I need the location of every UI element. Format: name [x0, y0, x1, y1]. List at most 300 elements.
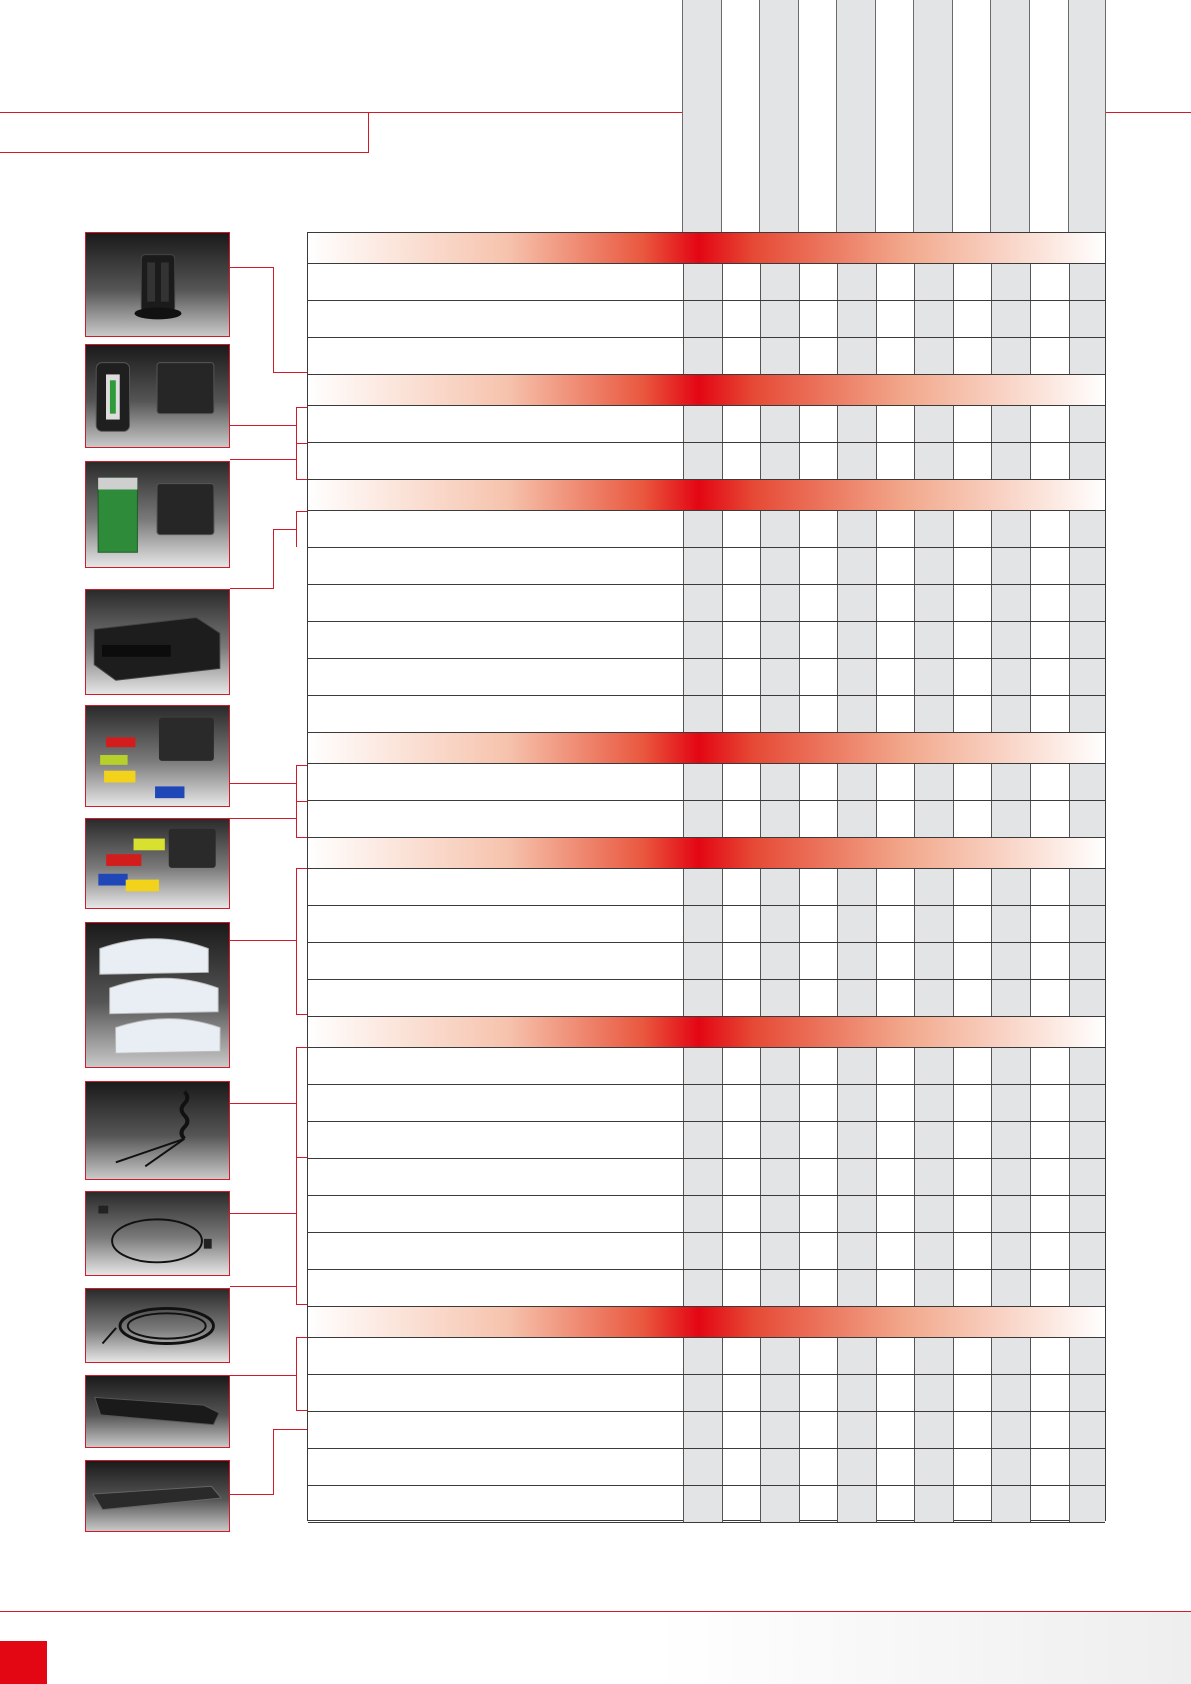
table-cell: [837, 1338, 876, 1374]
table-cell: [1069, 338, 1105, 374]
table-cell: [722, 548, 760, 584]
table-cell: [991, 906, 1030, 942]
table-cell: [760, 1338, 799, 1374]
table-cell: [760, 1375, 799, 1411]
table-cell: [953, 1449, 991, 1485]
table-cell: [760, 1159, 799, 1195]
table-row: [308, 1196, 1105, 1233]
table-cell: [760, 659, 799, 695]
table-cell: [760, 1122, 799, 1158]
table-row: [308, 980, 1105, 1017]
table-cell: [1030, 338, 1069, 374]
table-cell: [722, 585, 760, 621]
table-cell: [837, 659, 876, 695]
table-cell: [1069, 696, 1105, 732]
column-header-label: [913, 10, 952, 210]
table-cell: [991, 585, 1030, 621]
table-cell: [837, 906, 876, 942]
color-filter-set-icon: [86, 819, 229, 908]
table-row: [308, 622, 1105, 659]
table-row: [308, 301, 1105, 338]
section-header-row: [308, 375, 1105, 406]
table-cell: [722, 906, 760, 942]
top-rule-left: [0, 112, 682, 113]
green-battery-charger-icon: [86, 462, 229, 567]
table-cell: [837, 301, 876, 337]
table-cell: [953, 696, 991, 732]
table-cell: [722, 869, 760, 905]
table-cell: [1069, 548, 1105, 584]
table-cell: [953, 548, 991, 584]
table-cell: [991, 1085, 1030, 1121]
table-cell: [837, 1048, 876, 1084]
table-cell: [837, 943, 876, 979]
table-cell: [722, 659, 760, 695]
table-row: [308, 511, 1105, 548]
table-cell: [876, 338, 914, 374]
table-row: [308, 1048, 1105, 1085]
table-cell: [683, 301, 722, 337]
table-cell: [837, 1122, 876, 1158]
product-green-battery-charger: [85, 461, 230, 568]
table-row: [308, 659, 1105, 696]
title-box-bottom: [0, 152, 369, 153]
extension-cable-icon: [86, 1289, 229, 1362]
table-cell: [1030, 264, 1069, 300]
table-cell: [991, 1375, 1030, 1411]
table-cell: [837, 869, 876, 905]
column-header-label: [798, 10, 836, 210]
table-cell: [991, 1122, 1030, 1158]
table-cell: [1030, 696, 1069, 732]
product-diffuser: [85, 922, 230, 1068]
table-cell: [1030, 659, 1069, 695]
table-cell: [914, 443, 953, 479]
table-cell: [722, 980, 760, 1016]
column-header-label: [990, 10, 1029, 210]
table-cell: [1069, 1412, 1105, 1448]
table-cell: [683, 1486, 722, 1522]
product-battery-charger: [85, 344, 230, 448]
table-cell: [914, 764, 953, 800]
table-cell: [914, 1270, 953, 1306]
table-cell: [991, 1270, 1030, 1306]
table-cell: [953, 1412, 991, 1448]
table-cell: [799, 1196, 837, 1232]
table-cell: [876, 1048, 914, 1084]
table-cell: [953, 1122, 991, 1158]
product-mounting-bracket: [85, 1375, 230, 1448]
table-cell: [683, 338, 722, 374]
table-cell: [1030, 1196, 1069, 1232]
table-cell: [722, 943, 760, 979]
table-cell: [760, 764, 799, 800]
table-cell: [914, 1233, 953, 1269]
table-cell: [914, 301, 953, 337]
table-cell: [760, 548, 799, 584]
table-cell: [760, 1270, 799, 1306]
table-cell: [876, 801, 914, 837]
table-cell: [683, 1412, 722, 1448]
table-cell: [914, 1122, 953, 1158]
table-cell: [914, 869, 953, 905]
table-cell: [876, 1233, 914, 1269]
table-cell: [722, 1122, 760, 1158]
table-cell: [876, 511, 914, 547]
table-cell: [837, 1486, 876, 1522]
table-cell: [799, 622, 837, 658]
table-cell: [683, 1085, 722, 1121]
table-cell: [1030, 1048, 1069, 1084]
table-cell: [683, 511, 722, 547]
section-header-row: [308, 838, 1105, 869]
product-coiled-cable: [85, 1081, 230, 1180]
table-cell: [1030, 1486, 1069, 1522]
table-row: [308, 338, 1105, 375]
diffuser-icon: [86, 923, 229, 1067]
table-cell: [953, 659, 991, 695]
table-cell: [760, 980, 799, 1016]
table-cell: [953, 622, 991, 658]
table-cell: [683, 906, 722, 942]
table-cell: [953, 1233, 991, 1269]
table-cell: [799, 659, 837, 695]
table-cell: [914, 1159, 953, 1195]
section-header-row: [308, 733, 1105, 764]
table-cell: [799, 906, 837, 942]
table-cell: [876, 622, 914, 658]
table-cell: [837, 1196, 876, 1232]
table-cell: [914, 696, 953, 732]
table-cell: [991, 1449, 1030, 1485]
table-cell: [953, 1338, 991, 1374]
table-cell: [722, 1375, 760, 1411]
table-cell: [1069, 622, 1105, 658]
table-cell: [683, 1449, 722, 1485]
section-header-row: [308, 480, 1105, 511]
table-cell: [876, 1338, 914, 1374]
table-cell: [760, 443, 799, 479]
table-cell: [876, 659, 914, 695]
table-row: [308, 406, 1105, 443]
table-cell: [799, 1412, 837, 1448]
table-cell: [1069, 869, 1105, 905]
column-header-label: [952, 10, 990, 210]
table-cell: [1069, 1122, 1105, 1158]
table-cell: [683, 443, 722, 479]
product-color-filter-set-2: [85, 818, 230, 909]
column-header-separator: [1105, 0, 1106, 232]
product-flat-rail: [85, 1460, 230, 1532]
table-cell: [953, 264, 991, 300]
table-cell: [876, 264, 914, 300]
table-row: [308, 696, 1105, 733]
table-cell: [837, 338, 876, 374]
table-cell: [722, 1085, 760, 1121]
table-cell: [837, 1449, 876, 1485]
table-cell: [722, 338, 760, 374]
table-cell: [683, 264, 722, 300]
table-cell: [991, 1196, 1030, 1232]
table-cell: [1069, 1233, 1105, 1269]
table-cell: [953, 406, 991, 442]
table-cell: [1069, 659, 1105, 695]
table-cell: [914, 264, 953, 300]
table-cell: [876, 906, 914, 942]
table-cell: [837, 696, 876, 732]
table-cell: [760, 264, 799, 300]
table-cell: [876, 943, 914, 979]
table-cell: [1069, 1270, 1105, 1306]
battery-charger-icon: [86, 345, 229, 447]
table-cell: [953, 1375, 991, 1411]
table-cell: [837, 585, 876, 621]
table-cell: [991, 622, 1030, 658]
column-header-label: [721, 10, 759, 210]
table-cell: [953, 943, 991, 979]
flat-rail-icon: [86, 1461, 229, 1531]
table-cell: [1030, 406, 1069, 442]
table-cell: [876, 1122, 914, 1158]
table-cell: [683, 659, 722, 695]
table-cell: [799, 443, 837, 479]
table-row: [308, 1338, 1105, 1375]
table-cell: [722, 1196, 760, 1232]
table-cell: [991, 301, 1030, 337]
table-cell: [1030, 1270, 1069, 1306]
column-header-label: [836, 10, 875, 210]
column-header-label: [682, 10, 721, 210]
table-cell: [837, 264, 876, 300]
table-cell: [914, 548, 953, 584]
table-cell: [953, 585, 991, 621]
table-cell: [837, 406, 876, 442]
table-cell: [683, 801, 722, 837]
table-cell: [1069, 1486, 1105, 1522]
table-cell: [683, 869, 722, 905]
table-cell: [760, 869, 799, 905]
table-cell: [953, 443, 991, 479]
table-cell: [953, 301, 991, 337]
table-cell: [953, 511, 991, 547]
table-cell: [1069, 1048, 1105, 1084]
table-cell: [722, 301, 760, 337]
table-row: [308, 443, 1105, 480]
table-cell: [1030, 443, 1069, 479]
table-cell: [876, 1085, 914, 1121]
table-cell: [991, 548, 1030, 584]
table-cell: [1030, 301, 1069, 337]
table-cell: [837, 1375, 876, 1411]
table-cell: [722, 622, 760, 658]
table-cell: [799, 406, 837, 442]
table-cell: [760, 1449, 799, 1485]
table-row: [308, 764, 1105, 801]
table-cell: [799, 1085, 837, 1121]
table-cell: [760, 301, 799, 337]
table-cell: [683, 1196, 722, 1232]
table-cell: [953, 1270, 991, 1306]
table-cell: [1069, 1196, 1105, 1232]
table-cell: [953, 764, 991, 800]
page-title: [10, 116, 360, 150]
table-cell: [953, 980, 991, 1016]
table-cell: [799, 1233, 837, 1269]
column-header-label: [875, 10, 913, 210]
table-cell: [722, 1159, 760, 1195]
table-cell: [1069, 406, 1105, 442]
table-cell: [683, 1270, 722, 1306]
table-cell: [1069, 511, 1105, 547]
table-cell: [991, 1486, 1030, 1522]
table-cell: [876, 1412, 914, 1448]
table-cell: [1069, 1338, 1105, 1374]
table-cell: [799, 801, 837, 837]
table-cell: [799, 1449, 837, 1485]
table-cell: [876, 443, 914, 479]
table-cell: [760, 906, 799, 942]
table-cell: [1030, 1412, 1069, 1448]
table-cell: [722, 1048, 760, 1084]
mounting-bracket-icon: [86, 1376, 229, 1447]
table-cell: [799, 1375, 837, 1411]
table-cell: [799, 548, 837, 584]
table-cell: [1030, 943, 1069, 979]
table-cell: [1030, 869, 1069, 905]
table-cell: [876, 1375, 914, 1411]
table-cell: [722, 1449, 760, 1485]
table-cell: [991, 659, 1030, 695]
sync-cable-icon: [86, 1192, 229, 1275]
table-cell: [876, 548, 914, 584]
table-cell: [953, 1486, 991, 1522]
table-cell: [683, 764, 722, 800]
table-cell: [914, 1412, 953, 1448]
table-cell: [760, 622, 799, 658]
table-row: [308, 1486, 1105, 1523]
color-filter-set-icon: [86, 706, 229, 806]
table-cell: [799, 301, 837, 337]
table-cell: [837, 1270, 876, 1306]
table-cell: [991, 696, 1030, 732]
table-row: [308, 801, 1105, 838]
product-power-pack: [85, 589, 230, 695]
table-cell: [876, 301, 914, 337]
table-row: [308, 1449, 1105, 1486]
table-cell: [953, 338, 991, 374]
section-header-row: [308, 1307, 1105, 1338]
table-cell: [799, 1122, 837, 1158]
table-cell: [683, 585, 722, 621]
table-cell: [799, 869, 837, 905]
table-cell: [837, 1085, 876, 1121]
table-cell: [683, 943, 722, 979]
table-cell: [837, 1233, 876, 1269]
compatibility-table: [307, 232, 1106, 1521]
table-cell: [876, 1486, 914, 1522]
coiled-cable-icon: [86, 1082, 229, 1179]
table-cell: [760, 585, 799, 621]
table-cell: [683, 548, 722, 584]
table-cell: [914, 1048, 953, 1084]
table-cell: [1030, 1122, 1069, 1158]
table-cell: [683, 980, 722, 1016]
table-cell: [991, 1412, 1030, 1448]
table-cell: [683, 622, 722, 658]
table-cell: [953, 801, 991, 837]
table-cell: [799, 1159, 837, 1195]
table-cell: [1069, 301, 1105, 337]
table-cell: [683, 1048, 722, 1084]
table-cell: [1030, 801, 1069, 837]
table-cell: [722, 406, 760, 442]
table-cell: [1069, 764, 1105, 800]
table-cell: [991, 943, 1030, 979]
table-cell: [914, 1486, 953, 1522]
table-cell: [991, 1048, 1030, 1084]
table-cell: [953, 906, 991, 942]
table-cell: [722, 264, 760, 300]
section-header-row: [308, 1017, 1105, 1048]
table-cell: [876, 1270, 914, 1306]
table-row: [308, 1233, 1105, 1270]
table-cell: [914, 1338, 953, 1374]
table-cell: [876, 696, 914, 732]
product-battery-holder: [85, 232, 230, 337]
table-cell: [1030, 764, 1069, 800]
table-cell: [722, 1338, 760, 1374]
table-cell: [876, 869, 914, 905]
table-cell: [722, 1233, 760, 1269]
table-cell: [722, 443, 760, 479]
table-cell: [722, 511, 760, 547]
table-cell: [799, 943, 837, 979]
table-cell: [1030, 980, 1069, 1016]
table-row: [308, 548, 1105, 585]
table-cell: [914, 801, 953, 837]
table-cell: [914, 906, 953, 942]
table-cell: [1030, 548, 1069, 584]
table-cell: [1069, 1449, 1105, 1485]
table-cell: [1069, 801, 1105, 837]
table-cell: [760, 696, 799, 732]
page-corner-marker: [0, 1641, 47, 1684]
table-cell: [991, 1159, 1030, 1195]
table-cell: [799, 1486, 837, 1522]
table-cell: [837, 548, 876, 584]
table-cell: [760, 1196, 799, 1232]
table-cell: [760, 406, 799, 442]
table-row: [308, 264, 1105, 301]
table-cell: [991, 406, 1030, 442]
table-cell: [1069, 1375, 1105, 1411]
table-cell: [1030, 1375, 1069, 1411]
table-cell: [876, 1159, 914, 1195]
section-header-row: [308, 233, 1105, 264]
table-cell: [1069, 980, 1105, 1016]
table-cell: [953, 1196, 991, 1232]
table-cell: [914, 511, 953, 547]
table-cell: [837, 511, 876, 547]
table-cell: [837, 1159, 876, 1195]
table-cell: [876, 585, 914, 621]
column-header-label: [1068, 10, 1106, 210]
table-row: [308, 906, 1105, 943]
table-cell: [799, 1270, 837, 1306]
table-cell: [991, 869, 1030, 905]
table-cell: [1030, 1233, 1069, 1269]
table-cell: [837, 1412, 876, 1448]
